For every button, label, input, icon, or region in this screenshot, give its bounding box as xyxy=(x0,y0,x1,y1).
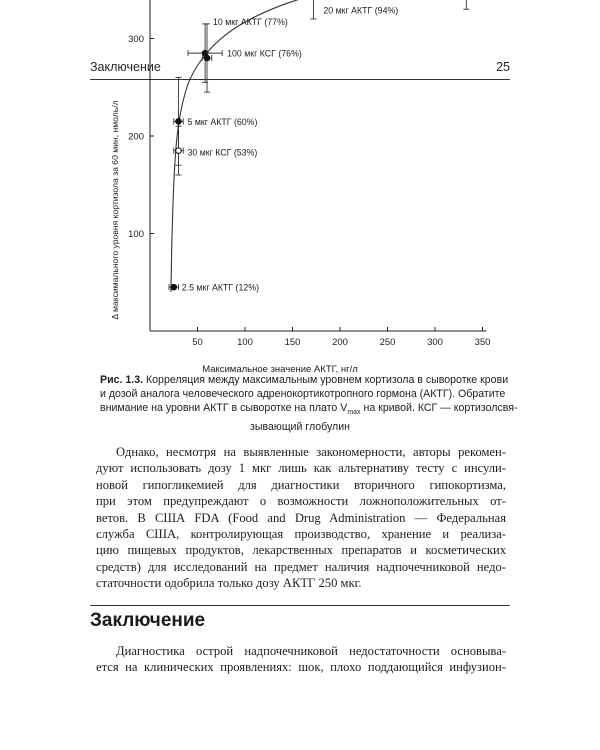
running-header-title: Заключение xyxy=(90,60,161,74)
caption-line-1 xyxy=(100,373,509,387)
fit-curve-group xyxy=(171,0,466,292)
caption-line-4: зывающий глобулин xyxy=(250,421,350,434)
text-line: ется на клинических проявлениях: шок, плохо поддающийся инфузион- xyxy=(96,660,506,675)
caption-label: Рис. 1.3. xyxy=(100,374,144,386)
text-line: цию пищевых продуктов, лекарственных препаратов и косметических xyxy=(96,543,506,558)
data-point xyxy=(171,284,177,290)
text-line: статочности одобрила только дозу АКТГ 250 мкг. xyxy=(96,576,362,591)
text-line: служба США, контролирующая производство, хранение и реализа- xyxy=(96,527,506,542)
data-point-label: 2.5 мкг АКТГ (12%) xyxy=(181,282,260,293)
x-tick-label: 250 xyxy=(379,337,396,348)
y-tick-label: 100 xyxy=(128,229,144,240)
data-point-label: 5 мкг АКТГ (60%) xyxy=(187,116,258,127)
x-tick-label: 300 xyxy=(427,337,443,348)
section-heading: Заключение xyxy=(90,610,206,631)
text-line: дуют использовать дозу 1 мкг лишь как альтернативу тесту с инсули- xyxy=(96,461,506,476)
caption-subscript: max xyxy=(347,409,361,417)
x-tick-label: 200 xyxy=(332,337,348,348)
text-line: новой гипогликемией для диагностики вторичного гипокортизма, xyxy=(96,477,506,492)
caption-text-3b: на кривой. КСГ — кортизолсвя- xyxy=(360,402,518,414)
data-point xyxy=(204,55,210,61)
y-axis-label: Δ максимального уровня кортизола за 60 мин, нмоль/л xyxy=(110,100,120,320)
body-paragraph-2 xyxy=(96,643,506,676)
data-point xyxy=(176,119,182,125)
body-paragraph-1 xyxy=(96,444,506,592)
text-line: Однако, несмотря на выявленные закономерности, авторы рекомен- xyxy=(116,445,506,459)
x-tick-label: 50 xyxy=(192,337,203,348)
text-line: средств) для исследований на предмет наличия надпочечниковой недо- xyxy=(96,559,506,574)
text-line: Диагностика острой надпочечниковой недостаточности основыва- xyxy=(116,644,506,658)
caption-text-3a: внимание на уровни АКТГ в сыворотке на плато V xyxy=(100,402,348,414)
section-rule xyxy=(90,605,510,606)
text-line: при этом предупреждают о возможности ложноположительных от- xyxy=(96,494,506,509)
caption-text-1: Корреляция между максимальным уровнем кортизола в сыворотке крови xyxy=(145,374,509,386)
header-rule xyxy=(90,79,510,80)
y-tick-label: 300 xyxy=(128,34,144,45)
text-line: ветов. В США FDA (Food and Drug Administration — Федеральная xyxy=(96,510,506,525)
x-tick-label: 150 xyxy=(284,337,301,348)
caption-line-3 xyxy=(100,401,518,420)
running-header xyxy=(90,60,510,78)
x-axis-label: Максимальное значение АКТГ, нг/л xyxy=(202,364,358,375)
page-number: 25 xyxy=(496,60,510,74)
data-point xyxy=(176,148,182,154)
data-point-label: 30 мкг КСГ (53%) xyxy=(187,147,258,158)
data-point-label: 20 мкг АКТГ (94%) xyxy=(323,5,399,16)
data-point-label: 100 мкг КСГ (76%) xyxy=(227,48,302,59)
caption-line-2: и дозой аналога человеческого адренокортикотропного гормона (АКТГ). Обратите xyxy=(100,388,506,400)
x-tick-label: 350 xyxy=(474,337,491,348)
data-point-label: 10 мкг АКТГ (77%) xyxy=(213,17,288,27)
figure-caption xyxy=(100,373,518,434)
x-tick-label: 100 xyxy=(237,337,253,348)
y-tick-label: 200 xyxy=(128,131,144,143)
fit-curve xyxy=(171,0,466,292)
chart-axes xyxy=(128,0,490,348)
